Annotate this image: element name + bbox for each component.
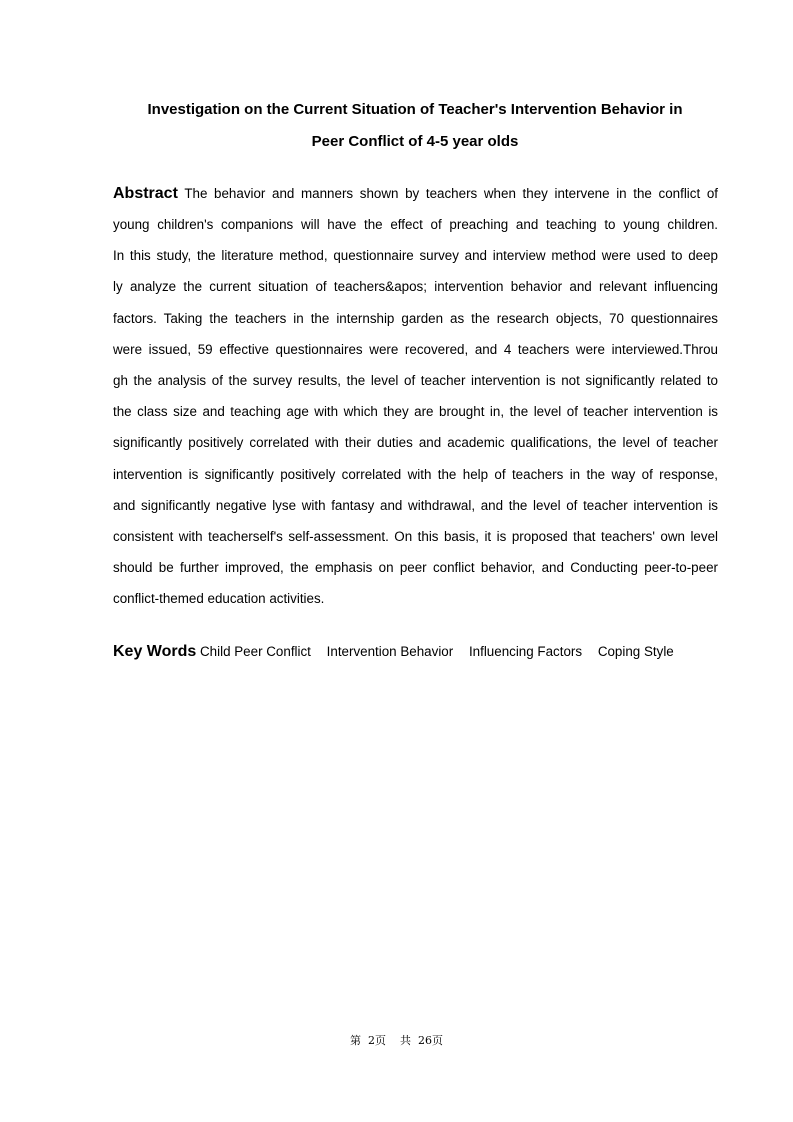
abstract-line-text: The behavior and manners shown by teachers when they intervene in the conflict of [184,186,718,201]
abstract-line: gh the analysis of the survey results, the level of teacher intervention is not significantly related to [113,373,718,388]
page-number-footer: 第 2页 共 26页 [350,1034,443,1047]
abstract-heading: Abstract [113,185,178,202]
abstract-line: intervention is significantly positively correlated with the help of teachers in the way of response, [113,467,718,482]
title-line-2: Peer Conflict of 4-5 year olds [311,133,519,150]
abstract-line: young children's companions will have the effect of preaching and teaching to young children. [113,217,718,232]
abstract-line: conflict-themed education activities. [113,591,325,606]
abstract-line: factors. Taking the teachers in the internship garden as the research objects, 70 questionnaires [113,311,718,326]
abstract-line: significantly positively correlated with their duties and academic qualifications, the level of teacher [113,435,718,450]
abstract-line: consistent with teacherself's self-assessment. On this basis, it is proposed that teachers' own level [113,529,718,544]
abstract-line: the class size and teaching age with which they are brought in, the level of teacher intervention is [113,404,718,419]
keyword: Intervention Behavior [326,644,454,659]
abstract-line: ly analyze the current situation of teachers&apos; intervention behavior and relevant influencing [113,279,718,294]
abstract-line: were issued, 59 effective questionnaires were recovered, and 4 teachers were interviewed.Throu [113,342,718,357]
keywords-line [113,642,686,662]
keyword: Coping Style [597,644,674,659]
title-line-1: Investigation on the Current Situation of Teacher's Intervention Behavior in [147,101,683,118]
abstract-line: In this study, the literature method, questionnaire survey and interview method were used to deep [113,248,718,263]
abstract-line [113,185,718,203]
keywords-heading: Key Words [113,643,197,660]
keyword: Influencing Factors [468,644,583,659]
abstract-line: and significantly negative lyse with fantasy and withdrawal, and the level of teacher intervention is [113,498,718,513]
keyword: Child Peer Conflict [200,644,311,659]
abstract-line: should be further improved, the emphasis on peer conflict behavior, and Conducting peer-to-peer [113,560,718,575]
